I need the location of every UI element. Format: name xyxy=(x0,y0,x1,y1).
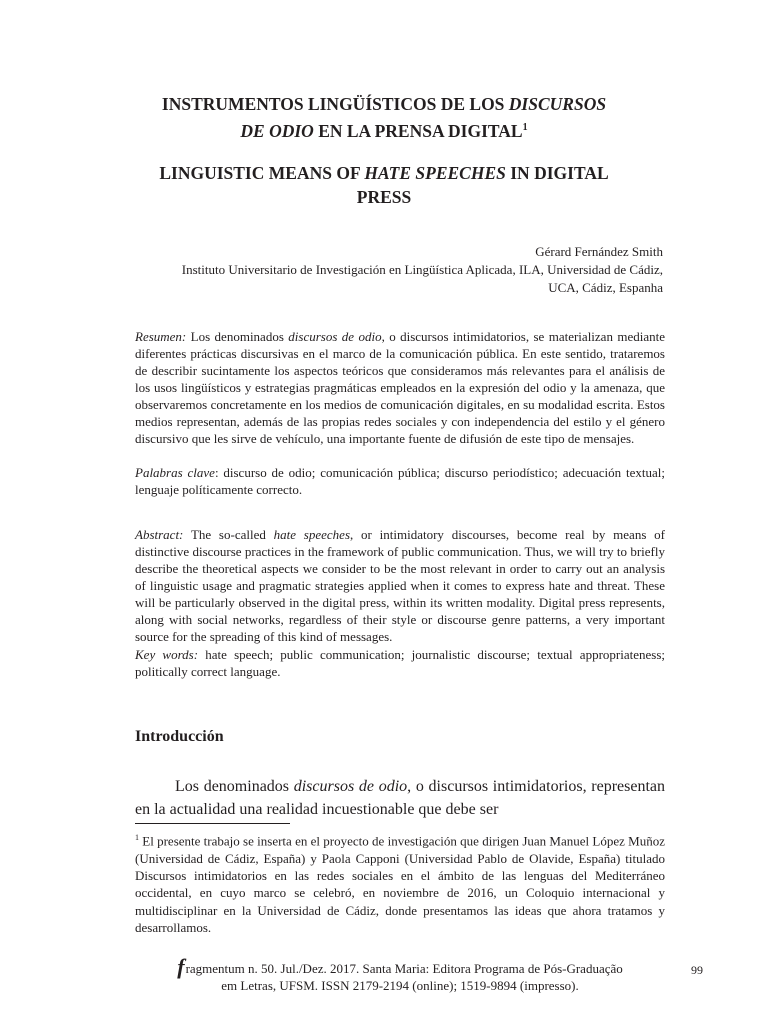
article-title-english xyxy=(120,161,648,209)
footer-line1-text: ragmentum n. 50. Jul./Dez. 2017. Santa Maria: Editora Programa de Pós-Graduação xyxy=(185,961,623,976)
intro-paragraph xyxy=(135,775,665,821)
resumen-text: , o discursos intimidatorios, se materializan mediante diferentes prácticas discursivas en el marco de la comunicación pública. En este sentido, trataremos de describir sucintamente los aspectos teóricos que consideramos más relevantes para el análisis de los usos lingüísticos y estrategias pragmáticas empleados en la expresión del odio y la amenaza, que observaremos concretamente en los medios de comunicación digitales, en su modalidad escrita. Estos medios representan, además de las propias redes sociales y con independencia del estilo y el género discursivo que les sirve de vehículo, una importante fuente de difusión de este tipo de mensajes. xyxy=(135,329,665,446)
footnote-mark: 1 xyxy=(135,833,139,842)
resumen-italic: discursos de odio xyxy=(288,329,382,344)
fragmentum-logo: f xyxy=(177,954,185,979)
intro-pre: Los denominados xyxy=(175,778,294,795)
footnote-1 xyxy=(135,829,665,936)
abstract-italic: hate speeches xyxy=(273,527,351,542)
intro-text: , o discursos intimidatorios, representan en la actualidad una realidad incuestionable que debe ser xyxy=(135,778,666,818)
abstract-text: , or intimidatory discourses, become real by means of distinctive discourse practices in the framework of public communication. Thus, we will try to briefly describe the theoretical aspects we consider to be the most relevant in order to carry out an analysis of linguistic usage and pragmatic strategies applied when it comes to express hate and threat. These will be particularly observed in the digital press, within its written modality. Digital press represents, along with social networks, regardless of their style or discourse genre patterns, a very important source for the spreading of this kind of messages. xyxy=(135,527,665,644)
title-en-line2: PRESS xyxy=(356,187,412,207)
resumen-paragraph xyxy=(135,328,665,447)
title-es-line2-text: EN LA PRENSA DIGITAL xyxy=(313,120,523,141)
abstract-label: Abstract: xyxy=(135,527,184,542)
journal-footer xyxy=(140,954,660,994)
author-block xyxy=(103,243,663,297)
author-affiliation-line1: Instituto Universitario de Investigación en Lingüística Aplicada, ILA, Universidad de Cádiz, xyxy=(181,262,663,277)
resumen-pre: Los denominados xyxy=(186,329,289,344)
palabras-clave-text: : discurso de odio; comunicación pública; discurso periodístico; adecuación textual; lenguaje políticamente correcto. xyxy=(135,465,665,497)
title-es-line1-text: INSTRUMENTOS LINGÜÍSTICOS DE LOS xyxy=(161,94,509,114)
key-words-text: hate speech; public communication; journalistic discourse; textual appropriateness; politically correct language. xyxy=(135,647,665,679)
author-affiliation-line2: UCA, Cádiz, Espanha xyxy=(548,280,663,295)
footnote-text: El presente trabajo se inserta en el proyecto de investigación que dirigen Juan Manuel López Muñoz (Universidad de Cádiz, España) y Paola Capponi (Universidad Pablo de Olavide, España) titulado Discursos intimidatorios en las redes sociales en el ámbito de las lenguas del Mediterráneo occidental, en cuyo marco se celebró, en noviembre de 2016, un Coloquio internacional y multidisciplinar en la Universidad de Cádiz, donde presentamos las ideas que ahora tratamos y desarrollamos. xyxy=(135,833,665,935)
intro-italic: discursos de odio xyxy=(293,778,408,795)
footnote-divider xyxy=(135,823,290,824)
key-words-label: Key words: xyxy=(135,647,199,662)
footer-line1 xyxy=(140,954,660,979)
footer-line2: em Letras, UFSM. ISSN 2179-2194 (online); 1519-9894 (impresso). xyxy=(221,978,579,993)
key-words-paragraph xyxy=(135,646,665,680)
author-name: Gérard Fernández Smith xyxy=(535,244,663,259)
title-es-line1-italic: DISCURSOS xyxy=(508,94,607,114)
section-heading-introduccion: Introducción xyxy=(135,728,224,745)
page-number: 99 xyxy=(691,963,703,977)
resumen-label: Resumen: xyxy=(135,329,187,344)
title-es-line2-italic: DE ODIO xyxy=(240,120,314,141)
palabras-clave-paragraph xyxy=(135,464,665,498)
title-en-text: LINGUISTIC MEANS OF xyxy=(159,163,365,183)
abstract-paragraph xyxy=(135,526,665,645)
abstract-pre: The so-called xyxy=(183,527,274,542)
title-en-text-post: IN DIGITAL xyxy=(505,163,609,183)
title-footnote-mark: 1 xyxy=(522,122,528,133)
title-en-italic: HATE SPEECHES xyxy=(364,163,506,183)
article-title-spanish xyxy=(120,92,648,143)
palabras-clave-label: Palabras clave xyxy=(135,465,215,480)
